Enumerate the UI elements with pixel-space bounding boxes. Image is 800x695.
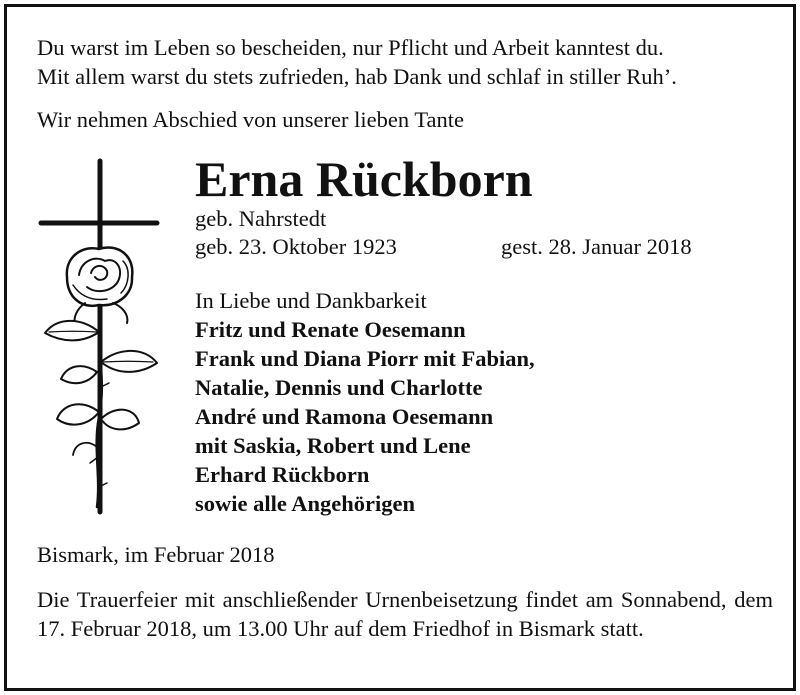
poem <box>37 33 677 91</box>
mourners-list <box>195 286 535 518</box>
mourner-line: Natalie, Dennis und Charlotte <box>195 375 483 400</box>
death-date: gest. 28. Januar 2018 <box>501 234 692 259</box>
mourner-line: Erhard Rückborn <box>195 462 370 487</box>
intro-text: Wir nehmen Abschied von unserer lieben Tante <box>37 107 464 132</box>
maiden-name: geb. Nahrstedt <box>195 206 327 231</box>
birth-date: geb. 23. Oktober 1923 <box>195 234 397 259</box>
mourners-heading: In Liebe und Dankbarkeit <box>195 288 427 313</box>
funeral-service-notice: Die Trauerfeier mit anschließender Urnenbeisetzung findet am Sonnabend, dem 17. Februar 2018, um 13.00 Uhr auf dem Friedhof in Bismark statt. <box>37 587 773 641</box>
cross-with-rose-icon <box>37 157 187 517</box>
mourner-line: Fritz und Renate Oesemann <box>195 317 466 342</box>
mourner-line: sowie alle Angehörigen <box>195 491 415 516</box>
poem-line-2: Mit allem warst du stets zufrieden, hab Dank und schlaf in stiller Ruh’. <box>37 64 677 89</box>
obituary-notice <box>4 4 796 691</box>
place-and-date: Bismark, im Februar 2018 <box>37 542 275 567</box>
mourner-line: mit Saskia, Robert und Lene <box>195 433 471 458</box>
deceased-name: Erna Rückborn <box>195 151 533 207</box>
poem-line-1: Du warst im Leben so bescheiden, nur Pflicht und Arbeit kanntest du. <box>37 35 664 60</box>
mourner-line: André und Ramona Oesemann <box>195 404 494 429</box>
mourner-line: Frank und Diana Piorr mit Fabian, <box>195 346 535 371</box>
